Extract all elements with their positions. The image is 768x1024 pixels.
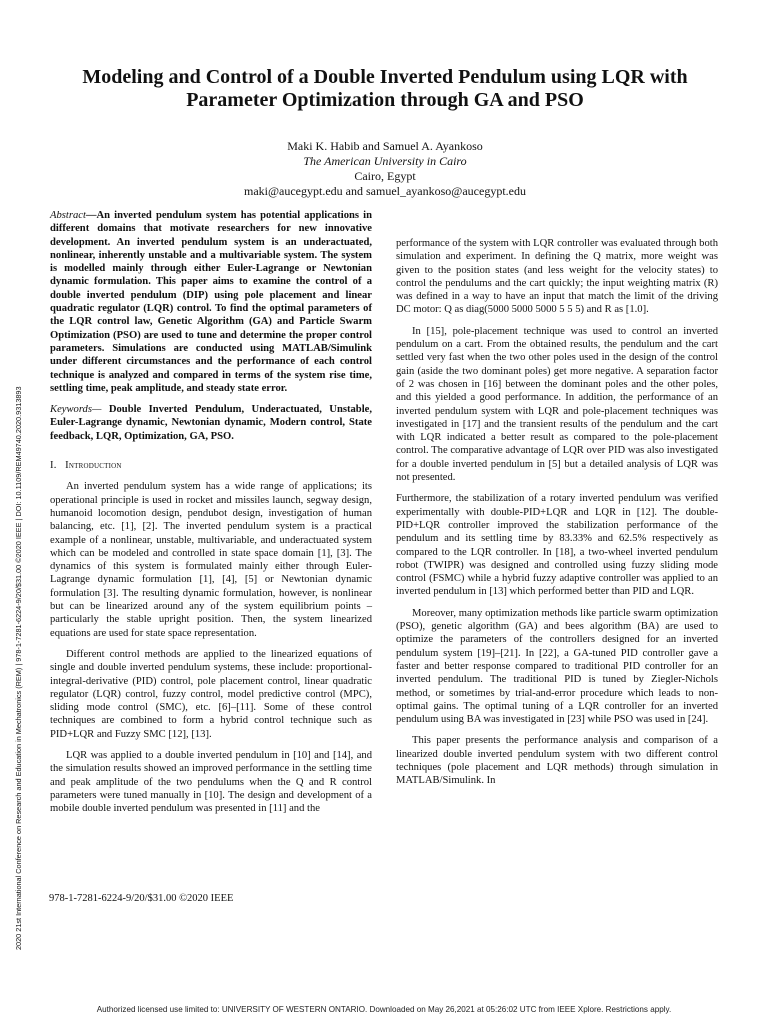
keywords <box>50 403 372 443</box>
copyright-footer: 978-1-7281-6224-9/20/$31.00 ©2020 IEEE <box>49 893 234 904</box>
section-title: Introduction <box>65 460 122 472</box>
paragraph: This paper presents the performance analysis and comparison of a linearized double inverted pendulum system with two different control techniques (pole placement and LQR methods) through simulation in MATLAB/Simulink. In <box>396 735 718 787</box>
right-column <box>396 237 718 796</box>
author-block <box>40 139 730 199</box>
section-heading <box>50 459 372 472</box>
conference-sidebar-text: 2020 21st International Conference on Research and Education in Mechatronics (REM) | 978-1-7281-6224-9/20/$31.00 ©2020 IEEE | DOI: 10.1109/REM49740.2020.9313893 <box>14 386 23 950</box>
abstract <box>50 209 372 395</box>
author-emails: maki@aucegypt.edu and samuel_ayankoso@aucegypt.edu <box>243 184 526 198</box>
left-column <box>50 209 372 823</box>
abstract-label: Abstract <box>50 210 86 221</box>
author-names: Maki K. Habib and Samuel A. Ayankoso <box>287 139 483 153</box>
keywords-label: Keywords— <box>50 404 102 416</box>
conference-sidebar <box>3 250 25 950</box>
keywords-text: Double Inverted Pendulum, Underactuated, Unstable, Euler-Lagrange dynamic, Newtonian dynamic, Modern control, State feedback, LQR, Optimization, GA, PSO. <box>50 404 372 442</box>
abstract-text: —An inverted pendulum system has potential applications in different domains that motivate researchers for new innovative development. An inverted pendulum system is an underactuated, nonlinear, inherently unstable and a multivariable system. The system is modelled mainly through either Euler-Lagrange or Newtonian dynamic formulation. This paper aims to examine the control of a double inverted pendulum (DIP) using pole placement and linear quadratic regulator (LQR) control. To find the optimal parameters of the LQR control law, Genetic Algorithm (GA) and Particle Swarm Optimization (PSO) are used to tune and determine the proper control parameters. Simulations are conducted using MATLAB/Simulink under different circumstances and the performance of each control technique is analyzed and compared in terms of the system rise time, settling time, peak amplitude, and steady state error. <box>50 210 372 394</box>
paragraph: In [15], pole-placement technique was used to control an inverted pendulum on a cart. From the obtained results, the pendulum and the cart settled very fast when the two other poles used in the design of the control gain (aside the two dominant poles) get more negative. A separation factor of 2 was chosen in [16] between the dominant poles and the other poles, and this yielded a good performance. In addition, the performance of an inverted pendulum system with LQR and pole-placement techniques was investigated in [17] and the transient results of the pendulum and the cart with LQR indicated a better result as compared to the pole-placement control. The comparative advantage of LQR over PID was also investigated for a double inverted pendulum in [5] but a detailed analysis of LQR was not presented. <box>396 325 718 484</box>
paragraph: Moreover, many optimization methods like particle swarm optimization (PSO), genetic algorithm (GA) and bees algorithm (BA) are used to optimize the parameters of the controllers designed for an inverted pendulum system [19]–[21]. In [22], a GA-tuned PID controller gave a faster and better response compared to traditional PID controller for an inverted pendulum. The traditional PID is tuned by Ziegler-Nichols method, or sometimes by trial-and-error procedure which leads to non-optimal gains. The optimal tuning of a LQR controller for an inverted pendulum using BA was investigated in [23] while PSO was used in [24]. <box>396 607 718 726</box>
paragraph: LQR was applied to a double inverted pendulum in [10] and [14], and the simulation results showed an improved performance in the settling time and peak amplitude of the two pendulums when the Q and R control parameters were tuned manually in [10]. The design and development of a mobile double inverted pendulum was presented in [11] and the <box>50 749 372 815</box>
author-affiliation: The American University in Cairo <box>303 154 467 168</box>
paper-title: Modeling and Control of a Double Inverted Pendulum using LQR with Parameter Optimization through GA and PSO <box>82 66 688 111</box>
author-location: Cairo, Egypt <box>354 169 416 183</box>
paragraph: performance of the system with LQR controller was evaluated through both simulation and experiment. In defining the Q matrix, more weight was given to the position states (and less weight for the velocity states) to control the pendulums and the cart quickly; the input weighting matrix (R) was defined in a way to have an input that match the limit of the driving DC motor: Q as diag(5000 5000 5000 5 5 5) and R as [1.0]. <box>396 238 718 316</box>
paragraph: Different control methods are applied to the linearized equations of single and double inverted pendulum systems, these include: proportional- integral-derivative (PID) control, pole placement control, linear quadratic regulator (LQR) control, fuzzy control, model predictive control (MPC), sliding mode control (SMC), etc. [6]–[11]. Some of these control techniques are combined to form a hybrid control technique such as PID+LQR and Fuzzy SMC [12], [13]. <box>50 648 372 740</box>
license-footer: Authorized licensed use limited to: UNIVERSITY OF WESTERN ONTARIO. Downloaded on May 26,2021 at 05:26:02 UTC from IEEE Xplore. Restrictions apply. <box>96 1005 672 1014</box>
paragraph: Furthermore, the stabilization of a rotary inverted pendulum was verified experimentally with double-PID+LQR and LQR in [12]. The double-PID+LQR controller improved the stabilization performance of the pendulum and its settling time by 83.33% and 62.5% respectively as compared to the LQR controller. In [18], a two-wheel inverted pendulum robot (TWIPR) was designed and controlled using fuzzy sliding mode control (FSMC) while a hybrid fuzzy adaptive controller was applied to an inverted pendulum in [13] which performed better than PID and LQR. <box>396 493 718 598</box>
section-number: I. <box>50 460 57 472</box>
paragraph: An inverted pendulum system has a wide range of applications; its operational principle is used in rocket and missiles launch, segway design, humanoid locomotion design, pendubot design, investigation of human balancing, etc. [1], [2]. The inverted pendulum system is a practical example of a nonlinear, unstable, multivariable, and underactuated system which can be modeled and controlled in state space domain [1], [3]. The dynamics of this system is formulated mainly either through Euler-Lagrange dynamic formulation [1], [4], [5] or Newtonian dynamic formulation [3]. The resulting dynamic formulation, however, is nonlinear but can be linearized around any of the system equilibrium points – particularly the stable upright position. Then, the system linearized equations are used for state space representation. <box>50 481 372 639</box>
